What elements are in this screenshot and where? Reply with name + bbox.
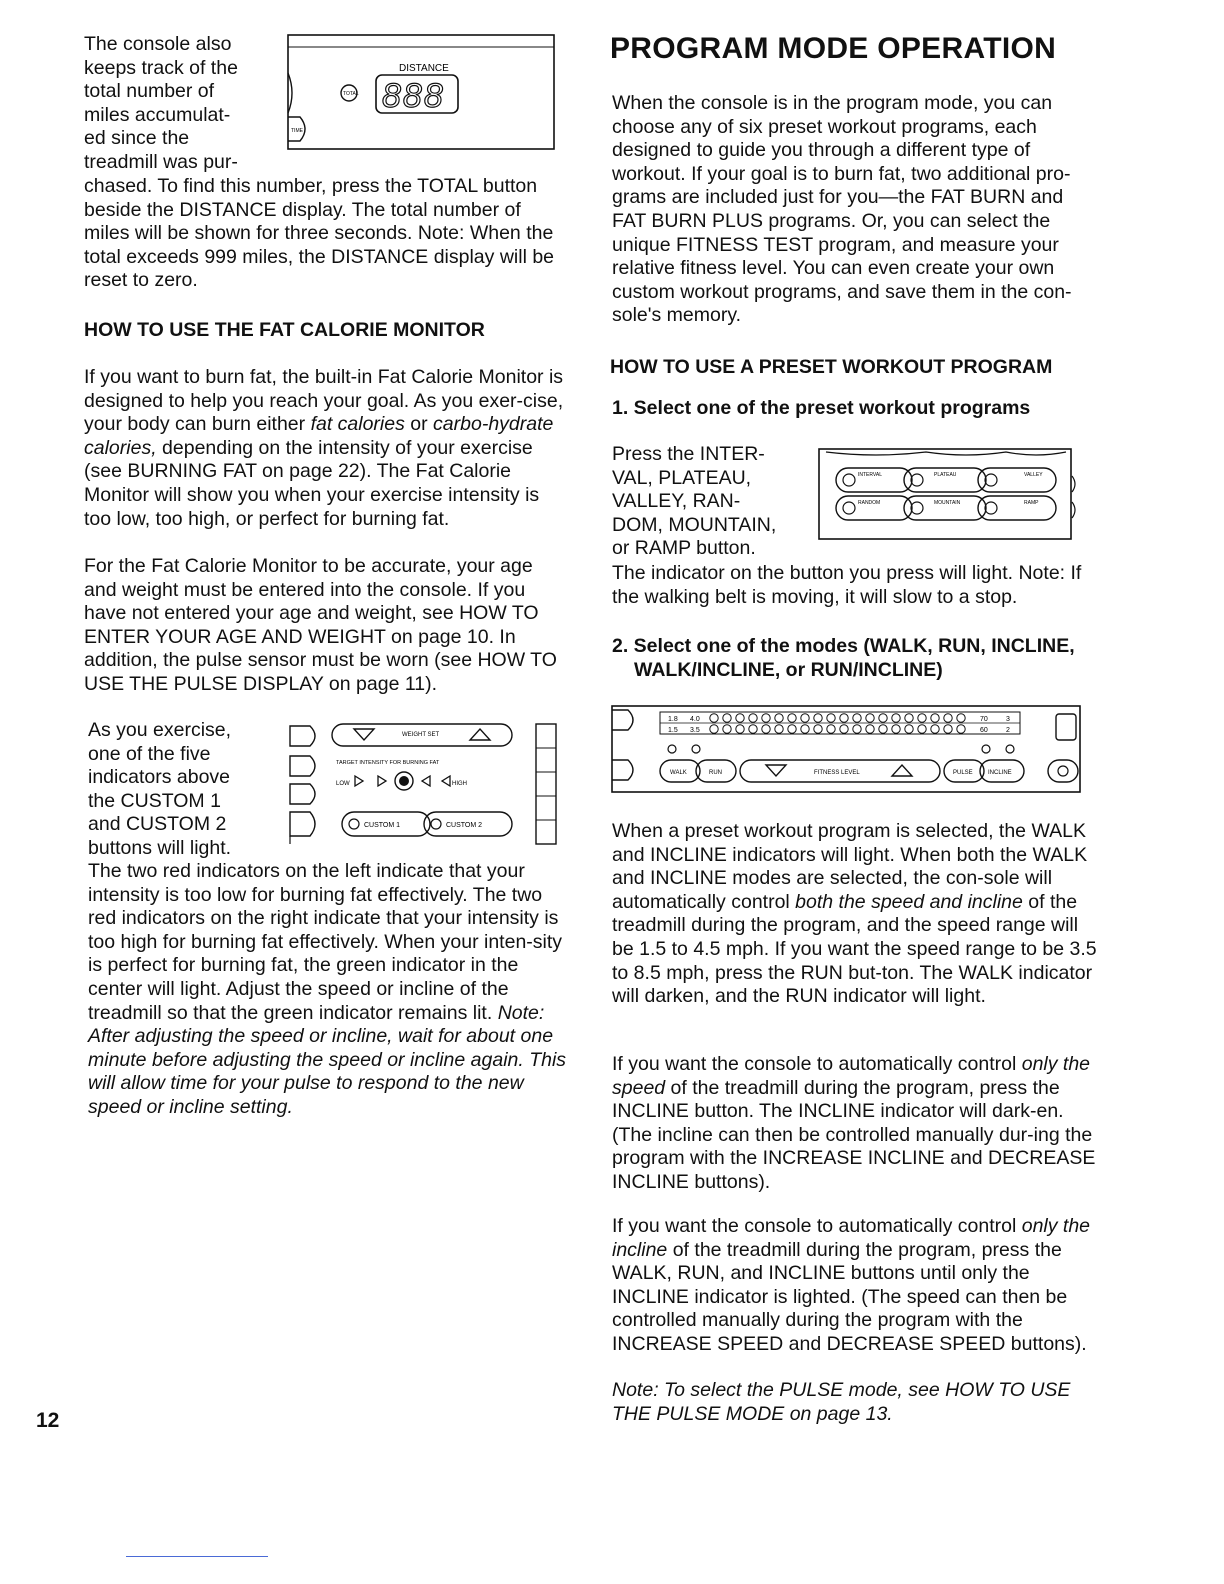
time-button-label: TIME (291, 128, 303, 134)
text-run: of the treadmill during the program, press the INCLINE button. The INCLINE indicator will dark-en. (The incline can then be controlled manually dur-ing the program with the INCREASE INCLINE and DECREASE INCLINE buttons). (612, 1076, 1096, 1193)
text-run: depending on the intensity of your exercise (see BURNING FAT on page 22). The Fat Calorie Monitor will show you when your exercise intensity is too low, too high, or perfect for burning fat. (84, 436, 540, 530)
custom-2-label: CUSTOM 2 (446, 822, 483, 829)
level-row-1-d: 3 (1006, 716, 1010, 723)
indicator-dot (866, 714, 874, 722)
indicator-dot (788, 714, 796, 722)
text-line: VALLEY, RAN- (612, 490, 741, 513)
indicator-dot (827, 725, 835, 733)
indicator-dot (853, 714, 861, 722)
pulse-mode-note: Note: To select the PULSE mode, see HOW TO USE THE PULSE MODE on page 13. (612, 1379, 1071, 1425)
indicator-dot (879, 714, 887, 722)
indicator-dot (892, 725, 900, 733)
indicator-dot (762, 714, 770, 722)
footer-rule (126, 1556, 268, 1557)
text-line: The console also (84, 33, 232, 55)
indicator-dot (736, 714, 744, 722)
text-line: buttons will light. (88, 836, 232, 859)
text-run: fat calories (310, 413, 405, 436)
custom-1-label: CUSTOM 1 (364, 822, 401, 829)
low-label: LOW (336, 781, 350, 787)
preset-heading: HOW TO USE A PRESET WORKOUT PROGRAM (610, 356, 1053, 378)
indicator-dot (905, 714, 913, 722)
level-row-1-c: 70 (980, 716, 988, 723)
exercise-wrap-text (88, 719, 278, 861)
incline-label: INCLINE (988, 770, 1012, 776)
text-run: both the speed and incline (795, 890, 1023, 913)
plateau-label: PLATEAU (934, 472, 957, 478)
indicator-dot (931, 725, 939, 733)
only-speed-paragraph (612, 1053, 1098, 1195)
preset-selected-paragraph (612, 820, 1098, 1009)
low-indicator (378, 776, 386, 786)
indicator-dots (710, 714, 965, 733)
text-run: If you want the console to automatically control (612, 1215, 1022, 1237)
indicator-dot (801, 714, 809, 722)
interval-label: INTERVAL (858, 472, 882, 478)
indicator-dot (723, 714, 731, 722)
indicator-dot (814, 714, 822, 722)
distance-label: DISTANCE (399, 63, 449, 74)
fitness-level-label: FITNESS LEVEL (814, 770, 860, 776)
speed-row-2-a: 1.5 (668, 727, 678, 734)
indicator-dot (710, 725, 718, 733)
weight-set-label: WEIGHT SET (402, 732, 440, 738)
indicator-dot (710, 714, 718, 722)
text-run: If you want the console to automatically control (612, 1053, 1022, 1075)
green-indicator-dot (399, 776, 409, 786)
indicator-dot (775, 714, 783, 722)
high-label: HIGH (452, 781, 467, 787)
plateau-button (904, 468, 986, 492)
indicator-dot (944, 725, 952, 733)
text-line: indicators above (88, 766, 231, 789)
text-run: If you want to burn fat, the built-in Fat Calorie Monitor is designed to help you reach your goal. As you exer-cise, your body can burn either (84, 366, 564, 436)
text-line: keeps track of the (84, 56, 238, 79)
page-number: 12 (36, 1409, 60, 1432)
text-line: and CUSTOM 2 (88, 813, 227, 836)
low-indicator (355, 776, 363, 786)
random-label: RANDOM (858, 500, 881, 506)
indicator-dot (853, 725, 861, 733)
indicator-dot (957, 714, 965, 722)
indicator-dot (892, 714, 900, 722)
indicator-dot (814, 725, 822, 733)
exercise-paragraph (88, 860, 574, 1120)
mode-selection-figure (610, 704, 1084, 796)
text-line: miles accumulat- (84, 103, 231, 126)
indicator-dot (918, 725, 926, 733)
text-line: VAL, PLATEAU, (612, 466, 752, 489)
target-intensity-label: TARGET INTENSITY FOR BURNING FAT (336, 760, 440, 766)
indicator-dot (827, 714, 835, 722)
indicator-dot (840, 725, 848, 733)
text-run: only the speed (612, 1053, 1091, 1099)
indicator-dot (801, 725, 809, 733)
text-line: DOM, MOUNTAIN, (612, 513, 777, 536)
indicator-dot (736, 725, 744, 733)
high-indicator (422, 776, 430, 786)
valley-label: VALLEY (1024, 472, 1043, 478)
program-intro-paragraph: When the console is in the program mode, you can choose any of six preset workout programs, each designed to guide you through a different type of workout. If your goal is to burn fat, two additional pro-grams are included just for you—the FAT BURN and FAT BURN PLUS programs. Or, you can select the unique FITNESS TEST program, and measure your relative fitness level. You can even create your own custom workout programs, and save them in the con-sole's memory. (612, 92, 1072, 327)
distance-digits: 888 (382, 77, 445, 115)
indicator-dot (957, 725, 965, 733)
indicator-dot (723, 725, 731, 733)
speed-row-1-b: 4.0 (690, 716, 700, 723)
step-1-wrap-text (612, 443, 812, 561)
mountain-button (904, 496, 986, 520)
step-1-paragraph: The indicator on the button you press will light. Note: If the walking belt is moving, it will slow to a stop. (612, 562, 1082, 608)
fat-monitor-heading: HOW TO USE THE FAT CALORIE MONITOR (84, 319, 485, 341)
fat-monitor-paragraph-2: For the Fat Calorie Monitor to be accurate, your age and weight must be entered into the console. If you have not entered your age and weight, see HOW TO ENTER YOUR AGE AND WEIGHT on page 10. In addition, the pulse sensor must be worn (see HOW TO USE THE PULSE DISPLAY on page 11). (84, 555, 557, 695)
text-run: or (404, 413, 434, 436)
indicator-dot (840, 714, 848, 722)
step-2-line-1: 2. Select one of the modes (WALK, RUN, INCLINE, (612, 635, 1075, 657)
text-line: one of the five (88, 742, 211, 765)
text-line: the CUSTOM 1 (88, 789, 221, 812)
valley-button (978, 468, 1056, 492)
step-2-line-2: WALK/INCLINE, or RUN/INCLINE) (634, 659, 943, 681)
ramp-label: RAMP (1024, 500, 1039, 506)
text-run: of the treadmill during the program, press the WALK, RUN, and INCLINE buttons until only the INCLINE indicator is lighted. (The speed can then be controlled manually during the program with the INCREASE SPEED and DECREASE SPEED buttons). (612, 1238, 1087, 1355)
indicator-dot (762, 725, 770, 733)
indicator-dot (879, 725, 887, 733)
walk-label: WALK (670, 770, 687, 776)
indicator-dot (775, 725, 783, 733)
text-line: As you exercise, (88, 719, 232, 741)
indicator-dot (931, 714, 939, 722)
odometer-paragraph: chased. To find this number, press the TOTAL button beside the DISTANCE display. The total number of miles will be shown for three seconds. Note: When the total exceeds 999 miles, the DISTANCE display will be reset to zero. (84, 175, 555, 292)
indicator-dot (918, 714, 926, 722)
distance-display-figure (282, 33, 557, 153)
text-run: When a preset workout program is selected, the WALK and INCLINE indicators will light. When both the WALK and INCLINE modes are selected, the con-sole will automatically control (612, 820, 1088, 913)
indicator-dot (866, 725, 874, 733)
text-line: total number of (84, 80, 215, 103)
text-line: treadmill was pur- (84, 150, 238, 173)
fat-calorie-monitor-figure (284, 718, 564, 848)
text-line: ed since the (84, 127, 190, 150)
random-button (836, 496, 912, 520)
mountain-label: MOUNTAIN (934, 500, 961, 506)
indicator-dot (905, 725, 913, 733)
text-run: carbo-hydrate calories, (84, 413, 554, 459)
text-run: The two red indicators on the left indicate that your intensity is too low for burning fat effectively. The two red indicators on the right indicate that your intensity is too high for burning fat effectively. When your inten-sity is perfect for burning fat, the green indicator in the center will light. Adjust the speed or incline of the treadmill so that the green indicator remains lit. (88, 860, 563, 1024)
page-title: PROGRAM MODE OPERATION (610, 32, 1057, 65)
step-1-heading: 1. Select one of the preset workout programs (612, 397, 1031, 419)
level-row-2-c: 60 (980, 727, 988, 734)
text-run: only the incline (612, 1215, 1091, 1261)
indicator-dot (788, 725, 796, 733)
ramp-button (978, 496, 1056, 520)
high-indicator (442, 776, 450, 786)
level-row-2-d: 2 (1006, 727, 1010, 734)
run-label: RUN (709, 770, 722, 776)
pulse-label: PULSE (953, 770, 973, 776)
indicator-dot (944, 714, 952, 722)
text-run: Note: After adjusting the speed or incline, wait for about one minute before adjusting the speed or incline again. This will allow time for your pulse to respond to the new speed or incline setting. (88, 1001, 567, 1118)
speed-row-1-a: 1.8 (668, 716, 678, 723)
indicator-dot (749, 725, 757, 733)
text-line: Press the INTER- (612, 443, 765, 465)
text-run: of the treadmill during the program, and the speed range will be 1.5 to 4.5 mph. If you want the speed range to be 3.5 to 8.5 mph, press the RUN but-ton. The WALK indicator will darken, and the RUN indicator will light. (612, 890, 1097, 1008)
indicator-dot (749, 714, 757, 722)
step-2-heading (612, 634, 1112, 682)
only-incline-paragraph (612, 1215, 1098, 1357)
fat-monitor-paragraph-1 (84, 366, 570, 531)
speed-row-2-b: 3.5 (690, 727, 700, 734)
text-line: or RAMP button. (612, 537, 756, 560)
preset-program-buttons-figure (816, 446, 1078, 542)
odometer-wrap-text (84, 33, 264, 175)
interval-button (836, 468, 912, 492)
total-button-label: TOTAL (343, 91, 359, 97)
